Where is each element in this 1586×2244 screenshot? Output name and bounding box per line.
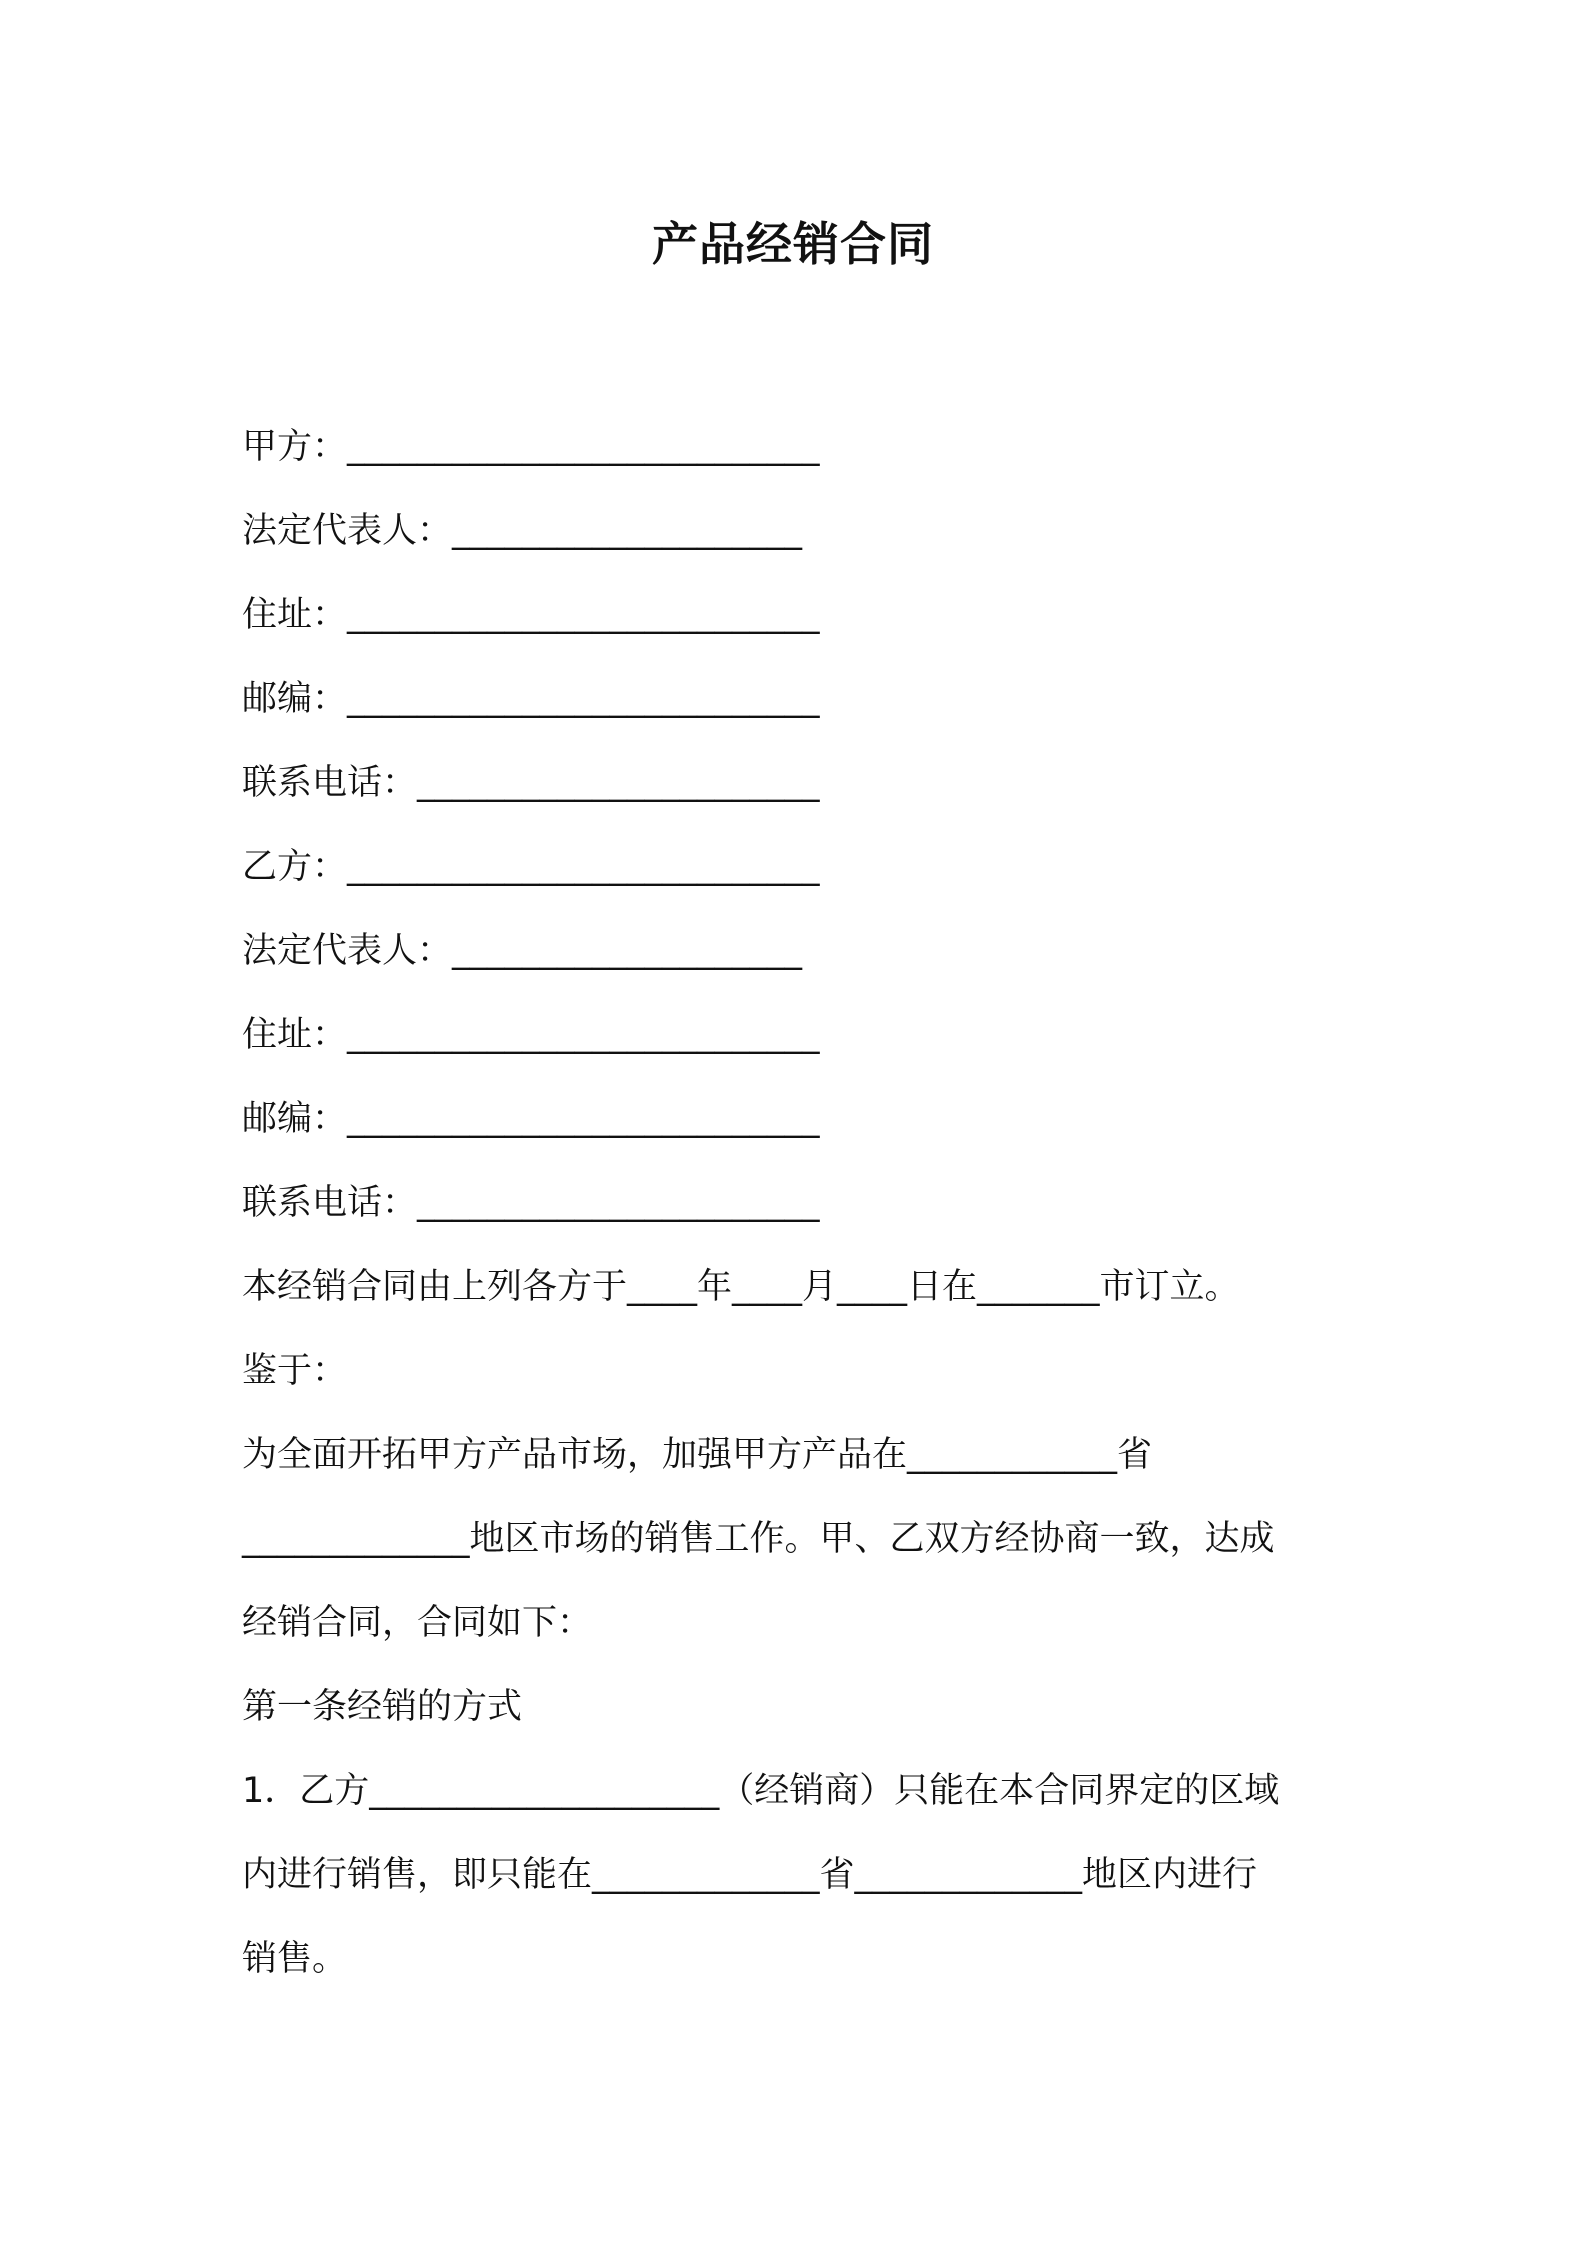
article-1-clause-1-line-3: 销售。 <box>242 1939 348 1979</box>
article-1-clause-1-line-1: 1．乙方____________________（经销商）只能在本合同界定的区域 <box>242 1771 1280 1811</box>
party-a-legal-representative-field: 法定代表人：____________________ <box>242 511 803 551</box>
article-1-heading: 第一条经销的方式 <box>242 1687 523 1727</box>
document-title: 产品经销合同 <box>652 217 934 271</box>
signing-date-place-line: 本经销合同由上列各方于____年____月____日在_______市订立。 <box>242 1267 1240 1307</box>
document-body <box>242 405 1352 2001</box>
whereas-paragraph-line-2: _____________地区市场的销售工作。甲、乙双方经协商一致，达成 <box>242 1519 1275 1559</box>
party-b-postcode-field: 邮编：___________________________ <box>242 1099 820 1139</box>
party-a-address-field: 住址：___________________________ <box>242 595 820 635</box>
whereas-paragraph-line-1: 为全面开拓甲方产品市场，加强甲方产品在____________省 <box>242 1435 1153 1475</box>
party-a-field: 甲方：___________________________ <box>242 427 820 467</box>
article-1-clause-1-line-2: 内进行销售，即只能在_____________省_____________地区内进行 <box>242 1855 1258 1895</box>
party-b-address-field: 住址：___________________________ <box>242 1015 820 1055</box>
party-b-field: 乙方：___________________________ <box>242 847 820 887</box>
party-a-phone-field: 联系电话：_______________________ <box>242 763 820 803</box>
whereas-heading: 鉴于： <box>242 1351 348 1391</box>
party-b-phone-field: 联系电话：_______________________ <box>242 1183 820 1223</box>
party-a-postcode-field: 邮编：___________________________ <box>242 679 820 719</box>
party-b-legal-representative-field: 法定代表人：____________________ <box>242 931 803 971</box>
whereas-paragraph-line-3: 经销合同，合同如下： <box>242 1603 593 1643</box>
